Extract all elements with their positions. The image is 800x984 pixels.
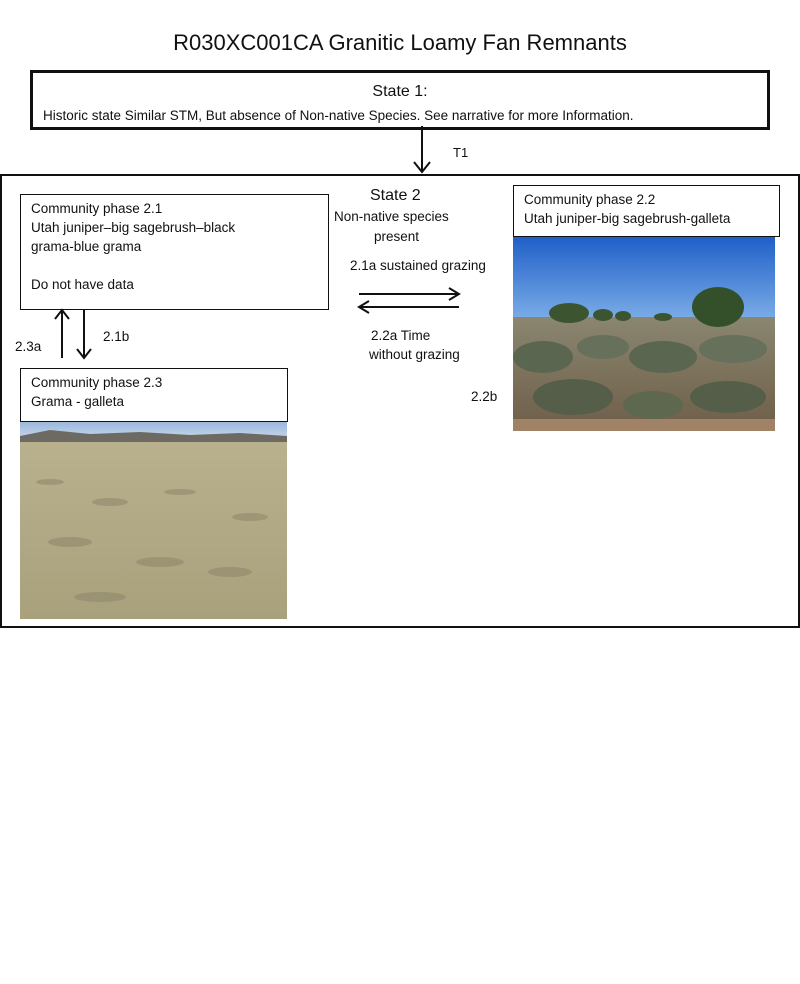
state1-box <box>30 70 770 130</box>
phase-2-3-line1: Grama - galleta <box>31 394 125 409</box>
phase-2-1-2-2-arrows <box>355 286 465 316</box>
transition-2-2a: 2.2a Time <box>371 328 431 343</box>
transition-2-3a: 2.3a <box>15 339 42 354</box>
phase-2-1-line2: grama-blue grama <box>31 239 142 254</box>
phase-2-2-line1: Utah juniper-big sagebrush-galleta <box>524 211 731 226</box>
phase-2-1-title: Community phase 2.1 <box>31 201 163 216</box>
diagram-title: R030XC001CA Granitic Loamy Fan Remnants <box>173 30 627 55</box>
t1-label: T1 <box>453 145 469 160</box>
transition-2-1a: 2.1a sustained grazing <box>350 258 486 273</box>
phase-2-3-box <box>20 368 288 422</box>
phase-2-3-title: Community phase 2.3 <box>31 375 163 390</box>
phase-2-1-line1: Utah juniper–big sagebrush–black <box>31 220 236 235</box>
state2-note-2: present <box>374 229 420 244</box>
phase-2-2-box <box>513 185 780 237</box>
state1-description: Historic state Similar STM, But absence of Non-native Species. See narrative for more Information. <box>43 108 634 123</box>
state2-heading: State 2 <box>370 187 421 204</box>
t1-arrow <box>410 126 434 176</box>
phase-2-2-title: Community phase 2.2 <box>524 192 656 207</box>
phase-2-2-photo <box>513 237 775 431</box>
transition-2-2a-line2: without grazing <box>369 347 460 362</box>
state2-note: Non-native species <box>334 209 449 224</box>
phase-2-1-note: Do not have data <box>31 277 134 292</box>
transition-2-2b: 2.2b <box>471 389 498 404</box>
state1-heading: State 1: <box>372 83 428 100</box>
phase-2-1-box <box>20 194 329 310</box>
phase-2-1-2-3-arrows <box>52 308 96 362</box>
transition-2-1b: 2.1b <box>103 329 130 344</box>
phase-2-3-photo <box>20 422 287 619</box>
